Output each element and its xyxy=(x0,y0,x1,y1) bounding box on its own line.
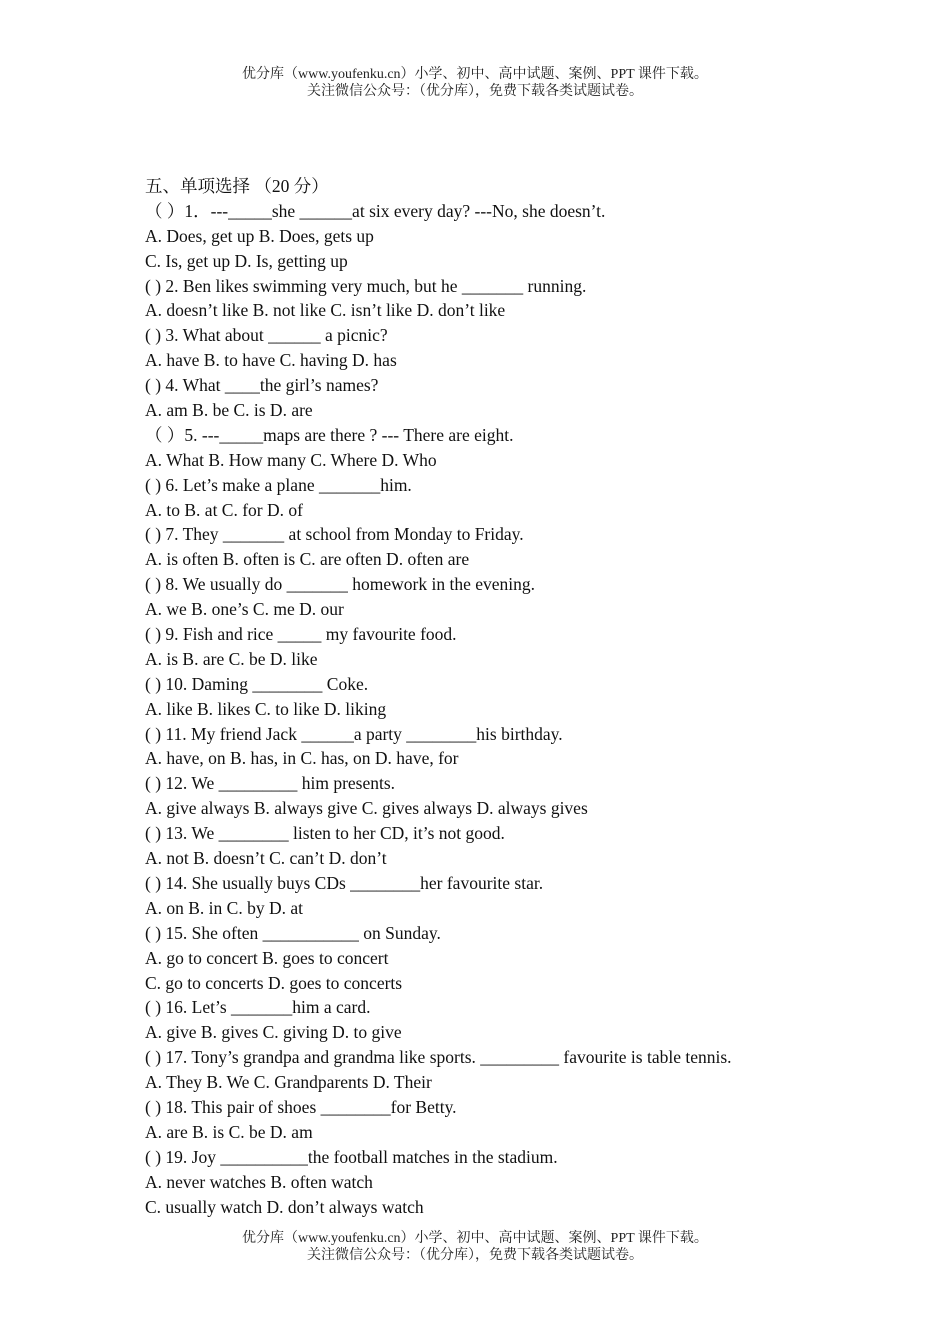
question-line: （ ）1．---_____she ______at six every day? ---No, she doesn’t. xyxy=(145,200,606,221)
answer-options: A. never watches B. often watch xyxy=(145,1171,373,1192)
answer-options: A. doesn’t like B. not like C. isn’t like D. don’t like xyxy=(145,300,506,321)
header-line-2: 关注微信公众号：（优分库），免费下载各类试题试卷。 xyxy=(307,84,643,99)
question-section xyxy=(145,174,925,1219)
answer-options: A. is often B. often is C. are often D. often are xyxy=(145,549,470,570)
answer-options: A. am B. be C. is D. are xyxy=(145,400,313,421)
answer-options: A. have B. to have C. having D. has xyxy=(145,350,397,371)
question-line: ( ) 15. She often ___________ on Sunday. xyxy=(145,922,441,943)
question-line: （ ）5. ---_____maps are there ? --- There are eight. xyxy=(145,424,514,445)
answer-options: A. we B. one’s C. me D. our xyxy=(145,599,344,620)
answer-options: A. on B. in C. by D. at xyxy=(145,897,303,918)
answer-options: A. What B. How many C. Where D. Who xyxy=(145,449,437,470)
answer-options: A. give always B. always give C. gives always D. always gives xyxy=(145,798,588,819)
answer-options: A. are B. is C. be D. am xyxy=(145,1121,313,1142)
footer-line-1: 优分库（www.youfenku.cn）小学、初中、高中试题、案例、PPT 课件下载。 xyxy=(242,1231,708,1246)
answer-options: A. is B. are C. be D. like xyxy=(145,648,318,669)
question-line: ( ) 4. What ____the girl’s names? xyxy=(145,375,379,396)
answer-options: A. like B. likes C. to like D. liking xyxy=(145,698,387,719)
question-line: ( ) 16. Let’s _______him a card. xyxy=(145,997,371,1018)
answer-options: A. to B. at C. for D. of xyxy=(145,499,303,520)
question-line: ( ) 11. My friend Jack ______a party ________his birthday. xyxy=(145,723,563,744)
question-line: ( ) 2. Ben likes swimming very much, but he _______ running. xyxy=(145,275,587,296)
answer-options: A. give B. gives C. giving D. to give xyxy=(145,1022,402,1043)
question-line: ( ) 18. This pair of shoes ________for Betty. xyxy=(145,1096,457,1117)
question-line: ( ) 6. Let’s make a plane _______him. xyxy=(145,474,412,495)
question-line: ( ) 13. We ________ listen to her CD, it’s not good. xyxy=(145,823,505,844)
question-line: ( ) 3. What about ______ a picnic? xyxy=(145,325,388,346)
answer-options: A. Does, get up B. Does, gets up xyxy=(145,225,374,246)
question-line: ( ) 17. Tony’s grandpa and grandma like sports. _________ favourite is table tennis. xyxy=(145,1047,732,1068)
page-header xyxy=(0,66,950,100)
footer-line-2: 关注微信公众号：（优分库），免费下载各类试题试卷。 xyxy=(307,1248,643,1263)
question-line: ( ) 10. Daming ________ Coke. xyxy=(145,673,369,694)
answer-options: A. go to concert B. goes to concert xyxy=(145,947,389,968)
question-line: ( ) 8. We usually do _______ homework in the evening. xyxy=(145,574,536,595)
answer-options: A. have, on B. has, in C. has, on D. have, for xyxy=(145,748,459,769)
question-line: ( ) 12. We _________ him presents. xyxy=(145,773,396,794)
header-line-1: 优分库（www.youfenku.cn）小学、初中、高中试题、案例、PPT 课件下载。 xyxy=(242,67,708,82)
question-line: ( ) 19. Joy __________the football matches in the stadium. xyxy=(145,1146,558,1167)
question-line: ( ) 7. They _______ at school from Monday to Friday. xyxy=(145,524,524,545)
question-line: ( ) 14. She usually buys CDs ________her favourite star. xyxy=(145,872,544,893)
answer-options: C. Is, get up D. Is, getting up xyxy=(145,250,348,271)
answer-options: C. go to concerts D. goes to concerts xyxy=(145,972,403,993)
answer-options: C. usually watch D. don’t always watch xyxy=(145,1196,424,1217)
section-title: 五、单项选择 （20 分） xyxy=(145,176,329,196)
answer-options: A. not B. doesn’t C. can’t D. don’t xyxy=(145,848,387,869)
page-footer xyxy=(0,1230,950,1264)
question-line: ( ) 9. Fish and rice _____ my favourite food. xyxy=(145,624,457,645)
answer-options: A. They B. We C. Grandparents D. Their xyxy=(145,1072,432,1093)
question-list xyxy=(145,199,925,1220)
